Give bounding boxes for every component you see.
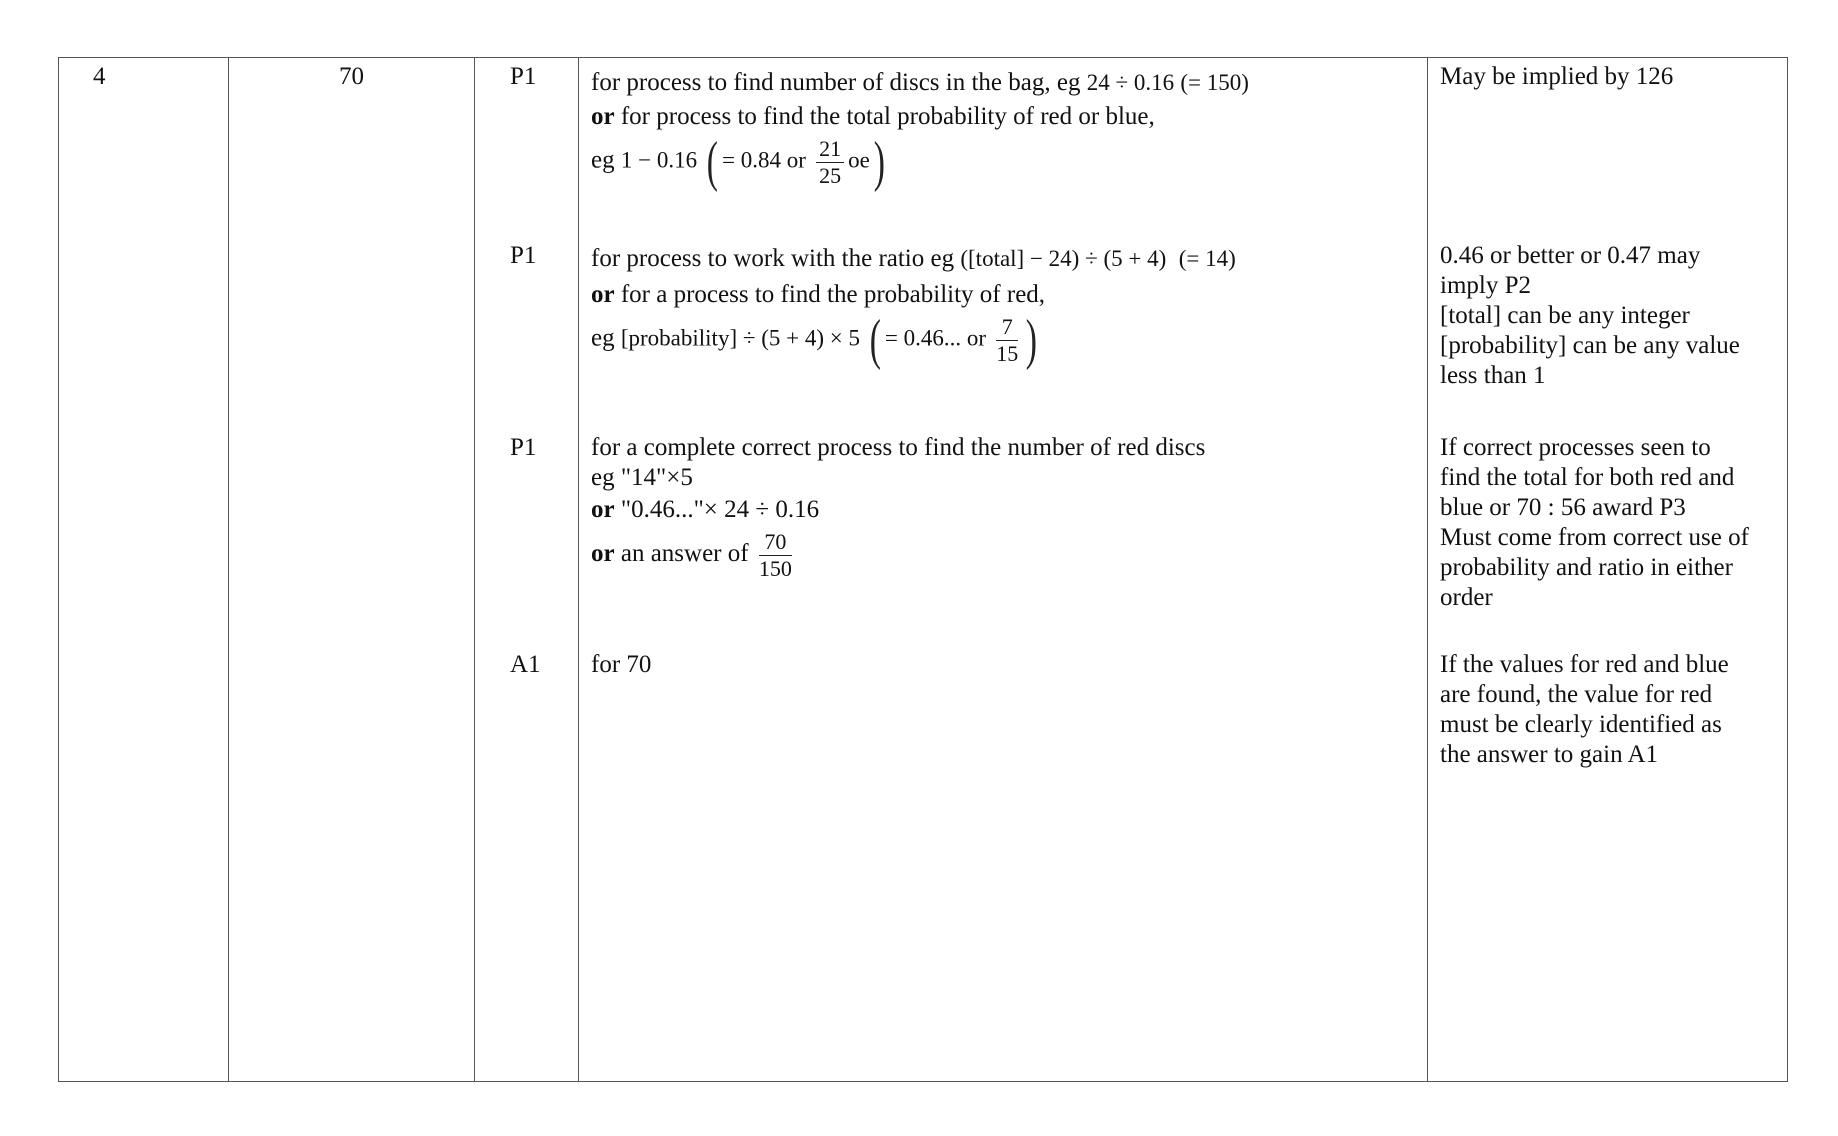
- notes-line: or for a process to find the probability of red,: [591, 281, 1046, 308]
- math-result: (= 14): [1178, 246, 1236, 271]
- guidance: 0.46 or better or 0.47 may imply P2 [total] can be any integer [probability] can be any value less than 1: [1440, 242, 1740, 389]
- math-expression: "0.46..."× 24 ÷ 0.16: [620, 496, 820, 523]
- fraction: $\frac{70}{150}$: [758, 529, 792, 581]
- notes-line: eg [probability] ÷ (5 + 4) × 5 ( = 0.46... or $\frac{7}{15}$ ): [591, 309, 1038, 371]
- column-divider: [578, 58, 579, 1081]
- notes-line: for process to work with the ratio eg ([total] − 24) ÷ (5 + 4) (= 14): [591, 245, 1236, 272]
- math-expression: 24 ÷ 0.16: [1086, 70, 1175, 95]
- notes-line: for a complete correct process to find the number of red discs: [591, 434, 1206, 461]
- notes-line: eg 1 − 0.16 ( = 0.84 or $\frac{21}{25}$ oe): [591, 131, 885, 193]
- mark-code: P1: [510, 242, 537, 269]
- working-notes: [591, 68, 1431, 193]
- notes-line: for process to find number of discs in the bag, eg 24 ÷ 0.16 (= 150): [591, 69, 1249, 96]
- answer: 70: [339, 63, 364, 90]
- notes-line: or "0.46..."× 24 ÷ 0.16: [591, 496, 820, 523]
- mark-code: P1: [510, 434, 537, 461]
- column-divider: [228, 58, 229, 1081]
- notes-line: eg "14"×5: [591, 464, 693, 491]
- mark-scheme-table: [58, 57, 1788, 1082]
- math-expression: ([total] − 24) ÷ (5 + 4): [960, 246, 1167, 271]
- working-notes: [591, 433, 1431, 580]
- guidance: If correct processes seen to find the total for both red and blue or 70 : 56 award P3 Must come from correct use of probability and ratio in either order: [1440, 434, 1749, 611]
- guidance: If the values for red and blue are found, the value for red must be clearly identified as the answer to gain A1: [1440, 651, 1729, 768]
- working-notes: [591, 650, 1431, 680]
- notes-line: or for process to find the total probability of red or blue,: [591, 103, 1155, 130]
- math-expression: [probability] ÷ (5 + 4) × 5: [620, 325, 860, 351]
- column-divider: [474, 58, 475, 1081]
- mark-code: P1: [510, 63, 537, 90]
- fraction: $\frac{21}{25}$: [816, 138, 844, 187]
- math-result: = 150: [1188, 70, 1242, 95]
- guidance: May be implied by 126: [1440, 63, 1674, 90]
- working-notes: [591, 244, 1431, 371]
- fraction: $\frac{7}{15}$: [996, 313, 1019, 366]
- mark-code: A1: [510, 651, 541, 678]
- question-number: 4: [93, 63, 106, 90]
- notes-line: for 70: [591, 651, 652, 678]
- notes-line: or an answer of $\frac{70}{150}$: [591, 529, 792, 581]
- math-expression: 1 − 0.16: [620, 147, 698, 173]
